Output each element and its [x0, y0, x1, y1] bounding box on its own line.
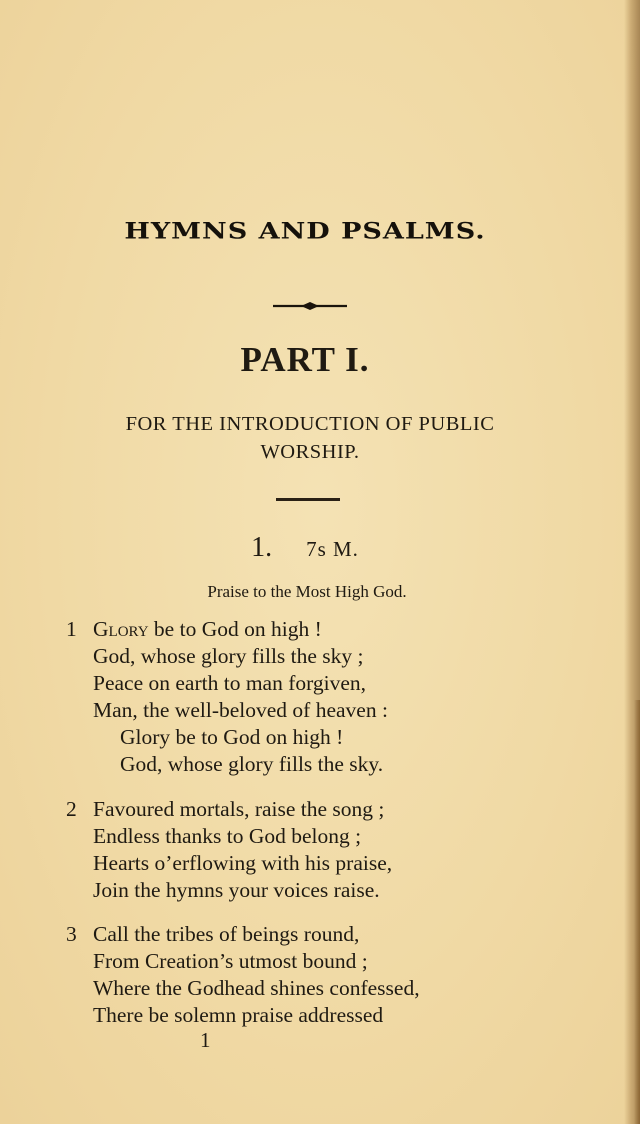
stanza-2	[66, 796, 392, 904]
verse-line: 3 Call the tribes of beings round,	[66, 922, 360, 946]
verse-line: There be solemn praise addressed	[93, 1003, 384, 1027]
verse-line: From Creation’s utmost bound ;	[93, 949, 368, 973]
verse-line: God, whose glory fills the sky ;	[93, 644, 364, 668]
verse-line-refrain: Glory be to God on high !	[120, 725, 344, 749]
stanza-1	[66, 616, 388, 778]
signature-mark: 1	[200, 1028, 211, 1052]
hymn-number: 1.	[251, 532, 273, 563]
verse-line: Man, the well-beloved of heaven :	[93, 698, 388, 722]
verse-line: Endless thanks to God belong ;	[93, 824, 362, 848]
verse-line: Where the Godhead shines confessed,	[93, 976, 420, 1000]
stanza-3	[66, 921, 420, 1029]
part-title: PART I.	[240, 340, 370, 379]
verse-line-refrain: God, whose glory fills the sky.	[120, 752, 384, 776]
hymn-meter: 7s M.	[306, 537, 359, 561]
first-word: Glory	[93, 617, 149, 641]
book-title: HYMNS AND PSALMS.	[124, 218, 486, 245]
ornament-divider-icon	[273, 300, 347, 312]
stanza-number: 1	[66, 617, 77, 641]
hymn-subtitle: Praise to the Most High God.	[207, 582, 407, 601]
verse-line: Peace on earth to man forgiven,	[93, 671, 367, 695]
part-subtitle-line-1: FOR THE INTRODUCTION OF PUBLIC	[125, 413, 495, 435]
hymn-header	[0, 532, 610, 564]
stanza-number: 3	[66, 922, 77, 946]
verse-line: Hearts o’erflowing with his praise,	[93, 851, 393, 875]
part-subtitle	[60, 410, 560, 466]
verse-line: 2 Favoured mortals, raise the song ;	[66, 797, 385, 821]
verse-line: 1 Glory be to God on high !	[66, 617, 322, 641]
part-subtitle-line-2: WORSHIP.	[260, 441, 360, 463]
page-edge-shadow	[634, 700, 640, 1124]
horizontal-rule	[276, 498, 340, 501]
verse-line: Join the hymns your voices raise.	[93, 878, 380, 902]
stanza-number: 2	[66, 797, 77, 821]
